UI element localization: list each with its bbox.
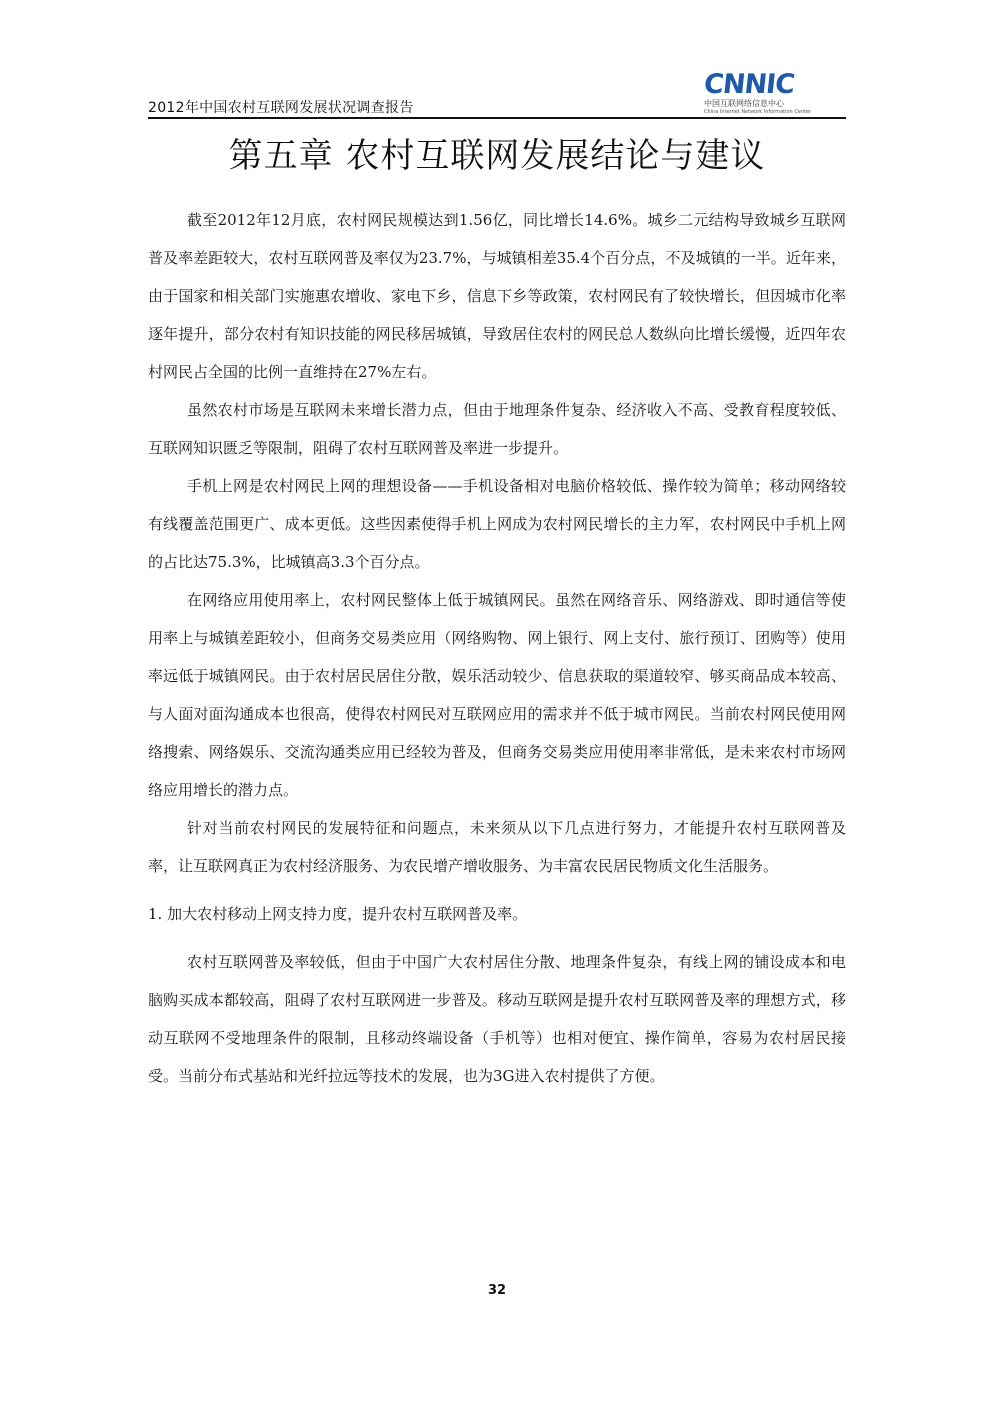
logo-chinese-name: 中国互联网络信息中心 (704, 99, 784, 108)
section-heading-1: 1. 加大农村移动上网支持力度，提升农村互联网普及率。 (148, 905, 528, 923)
page-number: 32 (487, 1283, 507, 1298)
cnnic-logo (702, 69, 814, 115)
logo-wordmark: CNNIC (702, 69, 796, 100)
header-divider (148, 117, 846, 119)
paragraph-2: 虽然农村市场是互联网未来增长潜力点，但由于地理条件复杂、经济收入不高、受教育程度较低、互联网知识匮乏等限制，阻碍了农村互联网普及率进一步提升。 (148, 401, 846, 457)
chapter-title: 第五章 农村互联网发展结论与建议 (228, 136, 766, 176)
report-header-title: 2012年中国农村互联网发展状况调查报告 (148, 100, 414, 116)
paragraph-1: 截至2012年12月底，农村网民规模达到1.56亿，同比增长14.6%。城乡二元结构导致城乡互联网普及率差距较大，农村互联网普及率仅为23.7%，与城镇相差35.4个百分点，不及城镇的一半。近年来，由于国家和相关部门实施惠农增收、家电下乡，信息下乡等政策，农村网民有了较快增长，但因城市化率逐年提升，部分农村有知识技能的网民移居城镇，导致居住农村的网民总人数纵向比增长缓慢，近四年农村网民占全国的比例一直维持在27%左右。 (148, 211, 846, 381)
logo-english-name: China Internet Network Information Center (704, 109, 812, 115)
chapter-body (148, 201, 846, 1095)
paragraph-4: 在网络应用使用率上，农村网民整体上低于城镇网民。虽然在网络音乐、网络游戏、即时通信等使用率上与城镇差距较小，但商务交易类应用（网络购物、网上银行、网上支付、旅行预订、团购等）使用率远低于城镇网民。由于农村居民居住分散，娱乐活动较少、信息获取的渠道较窄、够买商品成本较高、与人面对面沟通成本也很高，使得农村网民对互联网应用的需求并不低于城市网民。当前农村网民使用网络搜索、网络娱乐、交流沟通类应用已经较为普及，但商务交易类应用使用率非常低，是未来农村市场网络应用增长的潜力点。 (148, 591, 846, 799)
paragraph-5: 针对当前农村网民的发展特征和问题点，未来须从以下几点进行努力，才能提升农村互联网普及率，让互联网真正为农村经济服务、为农民增产增收服务、为丰富农民居民物质文化生活服务。 (148, 819, 846, 875)
paragraph-3: 手机上网是农村网民上网的理想设备——手机设备相对电脑价格较低、操作较为简单；移动网络较有线覆盖范围更广、成本更低。这些因素使得手机上网成为农村网民增长的主力军，农村网民中手机上网的占比达75.3%，比城镇高3.3个百分点。 (148, 477, 846, 571)
section-1-paragraph: 农村互联网普及率较低，但由于中国广大农村居住分散、地理条件复杂，有线上网的铺设成本和电脑购买成本都较高，阻碍了农村互联网进一步普及。移动互联网是提升农村互联网普及率的理想方式，移动互联网不受地理条件的限制，且移动终端设备（手机等）也相对便宜、操作简单，容易为农村居民接受。当前分布式基站和光纤拉远等技术的发展，也为3G进入农村提供了方便。 (148, 953, 846, 1085)
